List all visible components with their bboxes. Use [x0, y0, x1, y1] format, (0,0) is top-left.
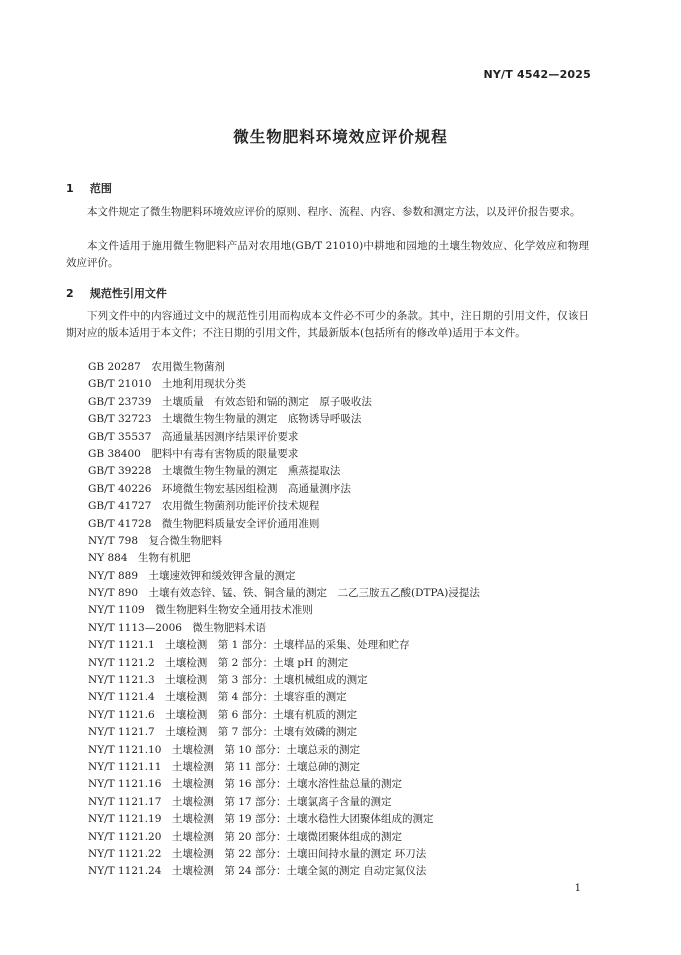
reference-item: NY/T 1113—2006 微生物肥料术语: [88, 621, 266, 634]
reference-item: GB/T 41728 微生物肥料质量安全评价通用准则: [88, 517, 320, 530]
reference-item: GB/T 32723 土壤微生物生物量的测定 底物诱导呼吸法: [88, 413, 362, 426]
section-2-title: 规范性引用文件: [89, 287, 167, 300]
reference-item: NY/T 1121.22 土壤检测 第 22 部分：土壤田间持水量的测定 环刀法: [88, 847, 427, 860]
reference-item: NY/T 1121.1 土壤检测 第 1 部分：土壤样品的采集、处理和贮存: [88, 639, 410, 652]
reference-item: NY/T 1121.16 土壤检测 第 16 部分：土壤水溶性盐总量的测定: [88, 778, 402, 791]
reference-item: NY 884 生物有机肥: [88, 552, 191, 565]
reference-item: GB/T 35537 高通量基因测序结果评价要求: [88, 430, 299, 443]
reference-item: GB/T 23739 土壤质量 有效态铅和镉的测定 原子吸收法: [88, 395, 372, 408]
page-number: 1: [574, 883, 581, 894]
normative-references-list: [88, 359, 480, 881]
reference-item: NY/T 798 复合微生物肥料: [88, 534, 223, 547]
reference-item: NY/T 1121.3 土壤检测 第 3 部分：土壤机械组成的测定: [88, 674, 368, 687]
reference-item: GB 20287 农用微生物菌剂: [88, 361, 225, 373]
section-1-title: 范围: [89, 182, 112, 195]
section-1-paragraph: 本文件适用于施用微生物肥料产品对农用地(GB/T 21010)中耕地和园地的土壤生物效应、化学效应和物理效应评价。: [66, 240, 589, 269]
reference-item: NY/T 1121.20 土壤检测 第 20 部分：土壤微团聚体组成的测定: [88, 830, 402, 843]
reference-item: GB/T 40226 环境微生物宏基因组检测 高通量测序法: [88, 482, 351, 495]
reference-item: NY/T 1121.7 土壤检测 第 7 部分：土壤有效磷的测定: [88, 726, 358, 739]
section-2-heading: [66, 285, 167, 301]
reference-item: NY/T 1121.10 土壤检测 第 10 部分：土壤总汞的测定: [88, 743, 360, 756]
reference-item: NY/T 889 土壤速效钾和缓效钾含量的测定: [88, 569, 296, 582]
reference-item: NY/T 1121.6 土壤检测 第 6 部分：土壤有机质的测定: [88, 708, 358, 721]
document-title: 微生物肥料环境效应评价规程: [233, 128, 448, 146]
reference-item: NY/T 890 土壤有效态锌、锰、铁、铜含量的测定 二乙三胺五乙酸(DTPA)浸提法: [88, 587, 480, 600]
reference-item: NY/T 1121.24 土壤检测 第 24 部分：土壤全氮的测定 自动定氮仪法: [88, 865, 427, 878]
reference-item: NY/T 1109 微生物肥料生物安全通用技术准则: [88, 604, 313, 617]
reference-item: NY/T 1121.2 土壤检测 第 2 部分：土壤 pH 的测定: [88, 656, 349, 669]
reference-item: GB 38400 肥料中有毒有害物质的限量要求: [88, 447, 299, 460]
section-2-number: 2: [66, 287, 74, 300]
section-2-intro: 下列文件中的内容通过文中的规范性引用而构成本文件必不可少的条款。其中，注日期的引用文件，仅该日期对应的版本适用于本文件；不注日期的引用文件，其最新版本(包括所有的修改单)适用于本文件。: [66, 310, 589, 339]
reference-item: NY/T 1121.11 土壤检测 第 11 部分：土壤总砷的测定: [88, 760, 360, 773]
reference-item: GB/T 21010 土地利用现状分类: [88, 378, 246, 391]
section-1-heading: [66, 180, 112, 196]
reference-item: NY/T 1121.17 土壤检测 第 17 部分：土壤氯离子含量的测定: [88, 795, 392, 808]
section-1-number: 1: [66, 182, 74, 195]
reference-item: GB/T 41727 农用微生物菌剂功能评价技术规程: [88, 500, 320, 513]
reference-item: GB/T 39228 土壤微生物生物量的测定 熏蒸提取法: [88, 465, 341, 478]
section-1-paragraph: 本文件规定了微生物肥料环境效应评价的原则、程序、流程、内容、参数和测定方法，以及评价报告要求。: [87, 206, 581, 218]
reference-item: NY/T 1121.19 土壤检测 第 19 部分：土壤水稳性大团聚体组成的测定: [88, 813, 434, 826]
standard-code: NY/T 4542—2025: [483, 68, 591, 81]
reference-item: NY/T 1121.4 土壤检测 第 4 部分：土壤容重的测定: [88, 691, 347, 704]
